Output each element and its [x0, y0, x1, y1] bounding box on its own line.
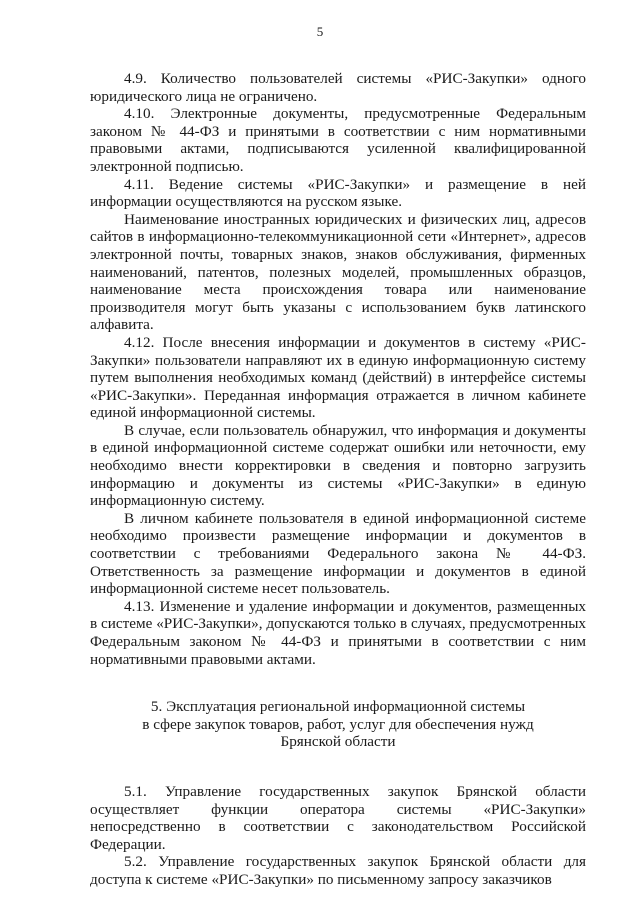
paragraph-latin-names: Наименование иностранных юридических и физических лиц, адресов сайтов в информационно-телекоммуникационной сети «Интернет», адресов электронной почты, товарных знаков, знаков обслуживания, фирменных наименований, патентов, полезных моделей, промышленных образцов, наименование места происхождения товара или наименование производителя могут быть указаны с использованием букв латинского алфавита.	[90, 210, 586, 334]
paragraph-4-11: 4.11. Ведение системы «РИС-Закупки» и размещение в ней информации осуществляются на русском языке.	[90, 175, 586, 211]
paragraph-4-12: 4.12. После внесения информации и документов в систему «РИС-Закупки» пользователи направляют их в единую информационную систему путем выполнения необходимых команд (действий) в интерфейсе системы «РИС-Закупки». Переданная информация отражается в личном кабинете единой информационной системы.	[90, 333, 586, 422]
section-heading-line: Брянской области	[280, 733, 396, 751]
section-heading-line: 5. Эксплуатация региональной информационной системы	[150, 698, 526, 716]
paragraph-5-2: 5.2. Управление государственных закупок Брянской области для доступа к системе «РИС-Закупки» по письменному запросу заказчиков	[90, 853, 586, 888]
paragraph-4-9: 4.9. Количество пользователей системы «РИС-Закупки» одного юридического лица не ограничено.	[90, 70, 586, 105]
paragraph-4-13: 4.13. Изменение и удаление информации и документов, размещенных в системе «РИС-Закупки», допускаются только в случаях, предусмотренных Федеральным законом № 44-ФЗ и принятыми в соответствии с ним нормативными правовыми актами.	[90, 597, 586, 668]
paragraph-4-10: 4.10. Электронные документы, предусмотренные Федеральным законом № 44-ФЗ и принятыми в соответствии с ним нормативными правовыми актами, подписываются усиленной квалифицированной электронной подписью.	[90, 105, 586, 175]
paragraph-errors-correction: В случае, если пользователь обнаружил, что информация и документы в единой информационной системе содержат ошибки или неточности, ему необходимо внести корректировки в сведения и повторно загрузить информацию и документы из системы «РИС-Закупки» в единую информационную систему.	[90, 421, 586, 510]
document-body	[90, 70, 586, 889]
paragraph-personal-cabinet: В личном кабинете пользователя в единой информационной системе необходимо произвести размещение информации и документов в соответствии с требованиями Федерального закона № 44-ФЗ. Ответственность за размещение информации и документов в единой информационной системе несет пользователь.	[90, 509, 586, 598]
page-number: 5	[316, 24, 324, 39]
section-heading-line: в сфере закупок товаров, работ, услуг для обеспечения нужд	[142, 715, 534, 733]
section-heading	[90, 698, 586, 751]
paragraph-5-1: 5.1. Управление государственных закупок Брянской области осуществляет функции оператора системы «РИС-Закупки» непосредственно в соответствии с законодательством Российской Федерации.	[90, 782, 586, 853]
